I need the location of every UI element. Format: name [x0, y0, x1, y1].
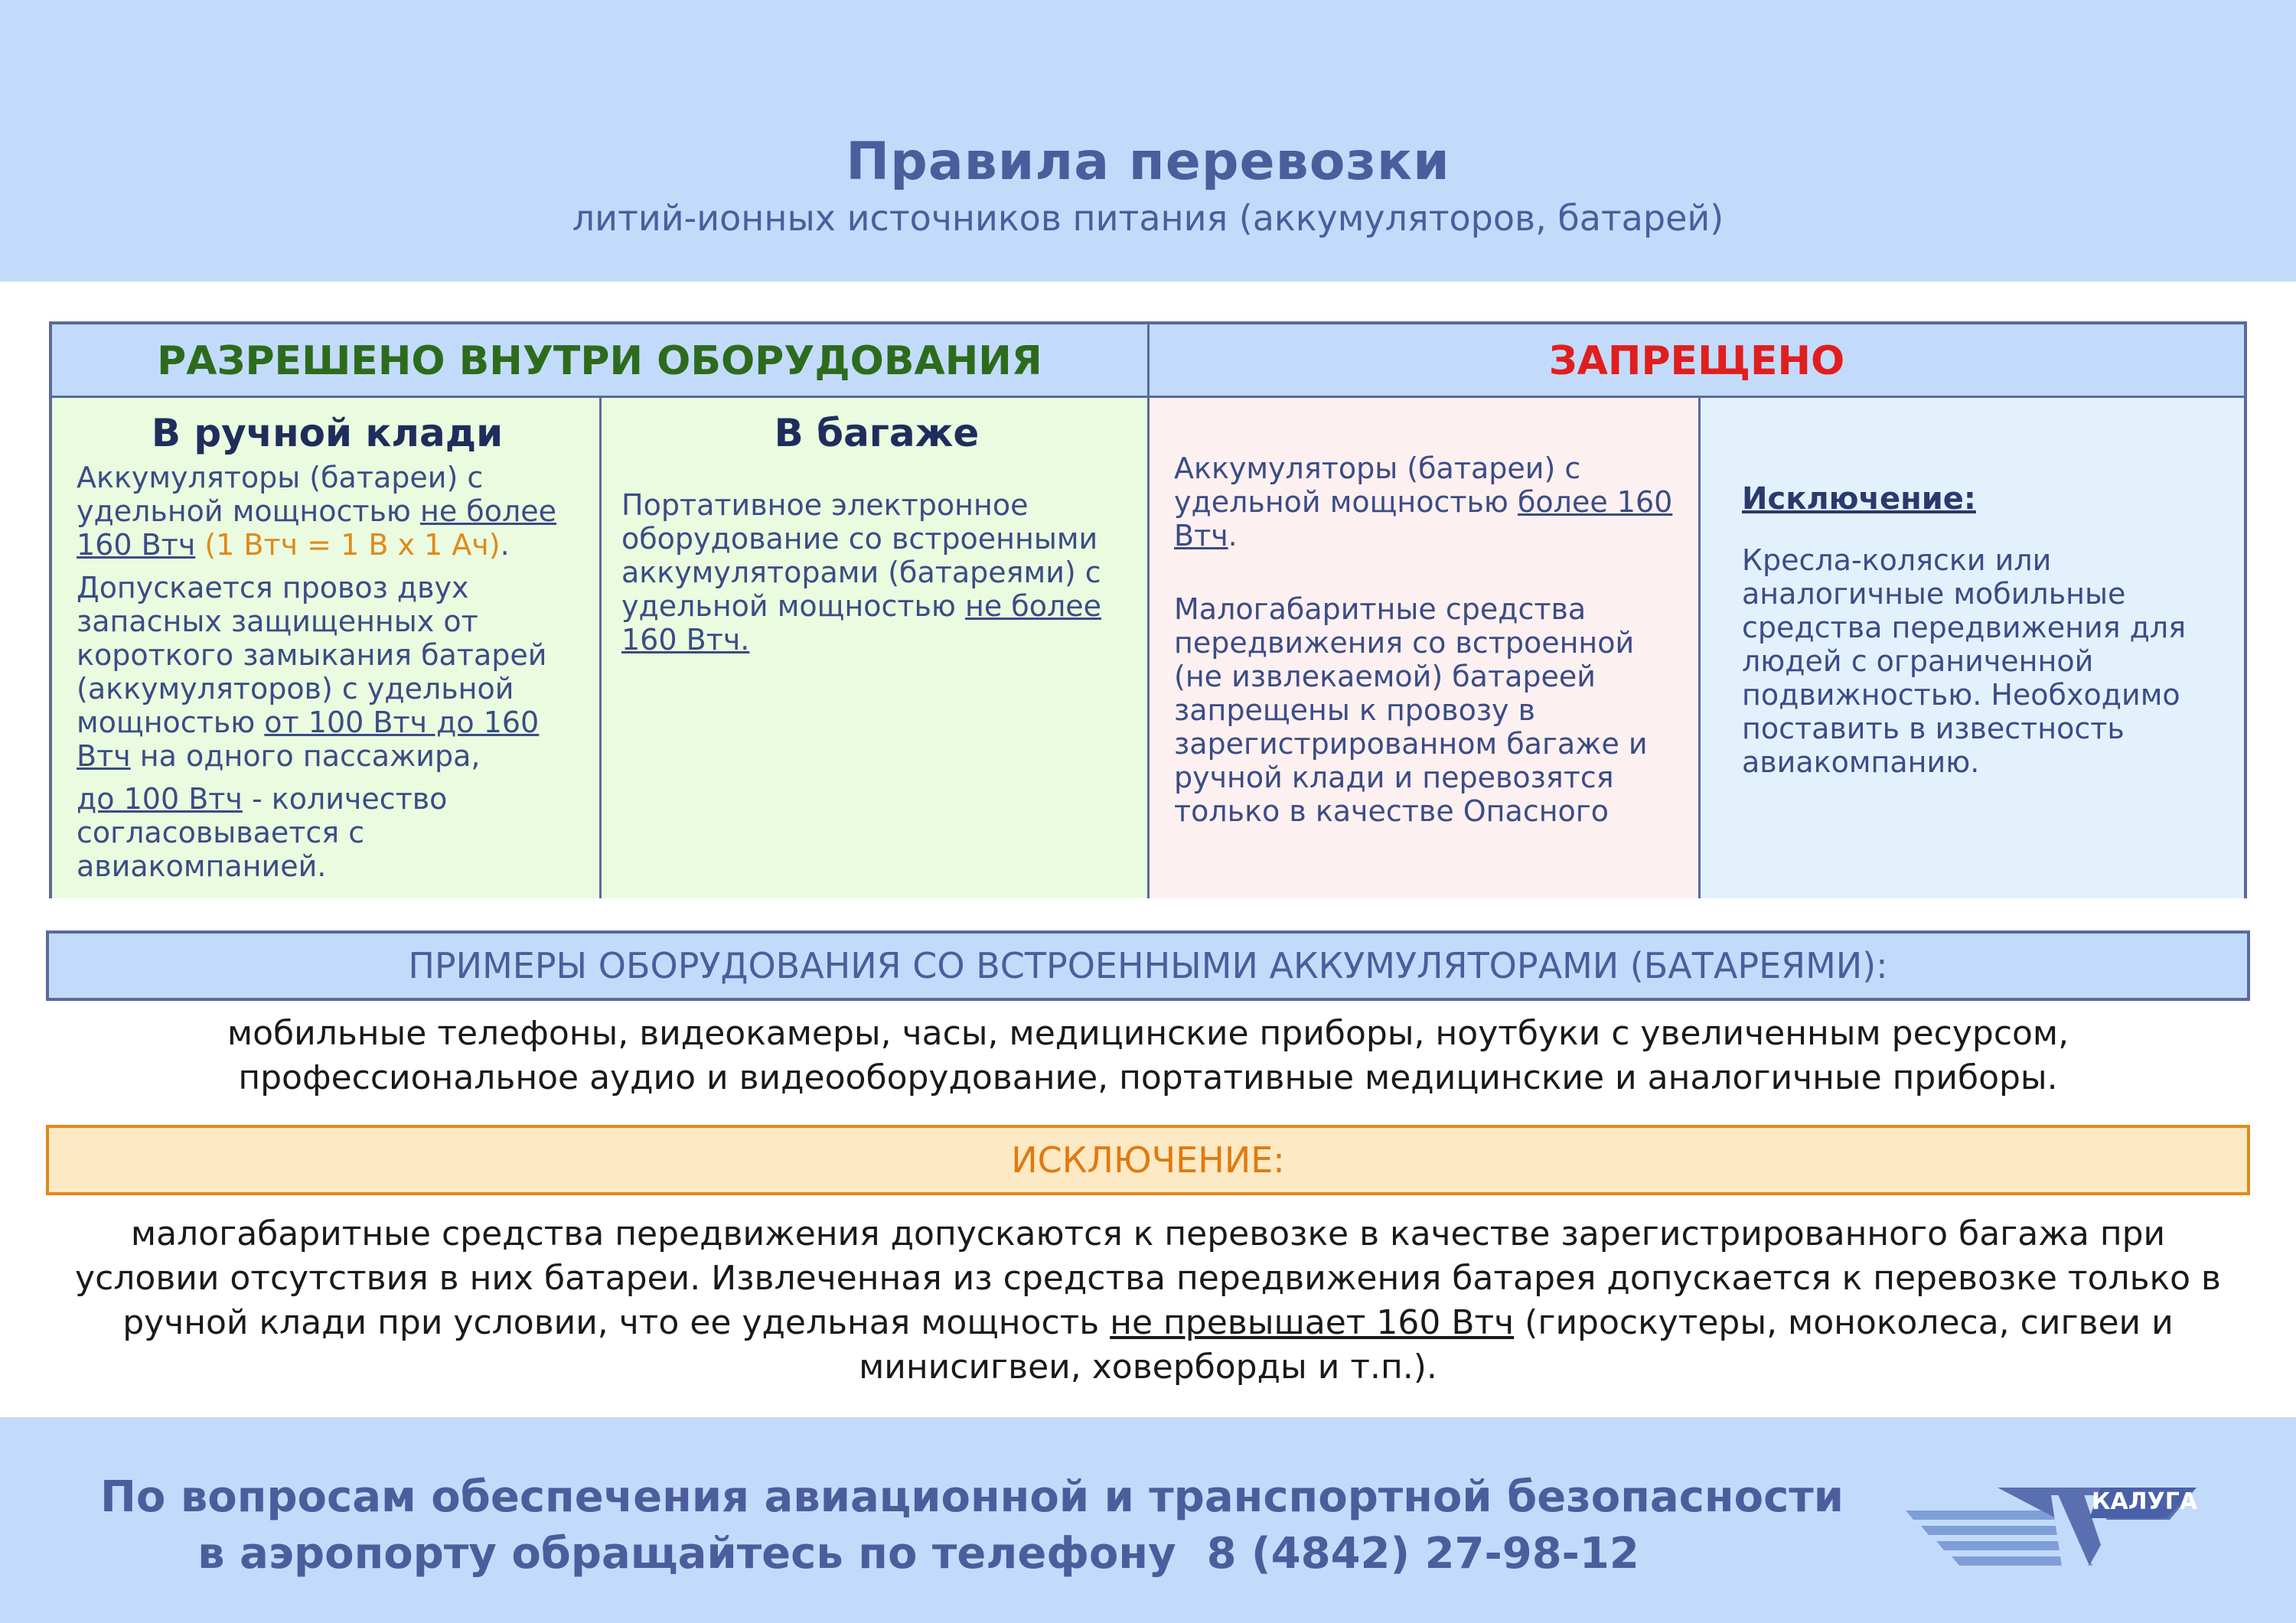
phone-number[interactable]: 8 (4842) 27-98-12	[1206, 1529, 1639, 1579]
hand-luggage-cell	[52, 398, 602, 898]
allowed-header: РАЗРЕШЕНО ВНУТРИ ОБОРУДОВАНИЯ	[52, 324, 1150, 398]
page-subtitle: литий-ионных источников питания (аккумуляторов, батарей)	[572, 197, 1724, 239]
kaluga-airport-logo	[1906, 1472, 2212, 1579]
contact-text: в аэропорту обращайтесь по телефону	[197, 1529, 1176, 1579]
baggage-cell	[602, 398, 1150, 898]
hand-luggage-rule-2	[77, 571, 578, 773]
hand-luggage-title: В ручной клади	[151, 411, 504, 455]
examples-header: ПРИМЕРЫ ОБОРУДОВАНИЯ СО ВСТРОЕННЫМИ АККУМУЛЯТОРАМИ (БАТАРЕЯМИ):	[46, 930, 2250, 1001]
exception-header: ИСКЛЮЧЕНИЕ:	[46, 1125, 2250, 1195]
forbidden-rule-1	[1174, 451, 1677, 552]
text-part: Аккумуляторы (батареи) с удельной мощностью	[77, 461, 484, 528]
rules-table	[49, 321, 2247, 898]
text-part: на одного пассажира,	[130, 739, 481, 773]
text-part: .	[500, 528, 510, 562]
exception-cell	[1701, 398, 2244, 898]
examples-text	[46, 1012, 2250, 1100]
text-part: Аккумуляторы (батареи) с удельной мощностью	[1174, 451, 1581, 519]
text-part: (гироскутеры, моноколеса, сигвеи и минисигвеи, ховерборды и т.п.).	[859, 1303, 2174, 1387]
text-part: малогабаритные средства передвижения допускаются к перевозке в качестве зарегистрированного багажа при условии отсутствия в них батареи. Извлеченная из средства передвижения батарея допускается к перевозке только в ручной клади при условии, что ее удельная мощность	[75, 1214, 2221, 1342]
limit-underlined: не более 160 Втч.	[621, 589, 1102, 657]
limit-underlined: до 100 Втч	[77, 782, 243, 816]
baggage-rule	[621, 488, 1132, 657]
limit-underlined: более 160 Втч	[1174, 485, 1673, 552]
text-part: Допускается провоз двух запасных защищенных от короткого замыкания батарей (аккумуляторов) с удельной мощностью	[77, 571, 547, 739]
hand-luggage-rule-3	[77, 782, 578, 883]
forbidden-cell	[1150, 398, 1701, 898]
examples-line-1: мобильные телефоны, видеокамеры, часы, медицинские приборы, ноутбуки с увеличенным ресурсом,	[227, 1014, 2069, 1053]
limit-underlined: от 100 Втч до 160 Втч	[77, 706, 540, 773]
forbidden-header: ЗАПРЕЩЕНО	[1150, 324, 2244, 398]
hand-luggage-rule-1	[77, 461, 578, 562]
logo-text: КАЛУГА	[2091, 1488, 2198, 1515]
exception-cell-title: Исключение:	[1742, 481, 1976, 517]
exception-cell-text: Кресла-коляски или аналогичные мобильные средства передвижения для людей с ограниченной подвижностью. Необходимо поставить в известность авиакомпанию.	[1742, 543, 2187, 779]
exception-text	[61, 1212, 2235, 1390]
contact-line-1: По вопросам обеспечения авиационной и транспортной безопасности	[100, 1472, 1844, 1522]
unit-formula: (1 Втч = 1 В х 1 Ач)	[195, 528, 501, 562]
examples-line-2: профессиональное аудио и видеооборудование, портативные медицинские и аналогичные приборы.	[238, 1058, 2058, 1097]
text-part: - количество согласовывается с авиакомпанией.	[77, 782, 448, 883]
text-part: .	[1228, 519, 1238, 552]
limit-underlined: не превышает 160 Втч	[1110, 1303, 1515, 1342]
page-title: Правила перевозки	[846, 132, 1450, 192]
limit-underlined: не более 160 Втч	[77, 494, 557, 562]
text-part: Портативное электронное оборудование со встроенными аккумуляторами (батареями) с удельной мощностью	[621, 488, 1101, 623]
baggage-title: В багаже	[774, 411, 980, 455]
forbidden-rule-2: Малогабаритные средства передвижения со встроенной (не извлекаемой) батареей запрещены к провозу в зарегистрированном багаже и ручной клади и перевозятся только в качестве Опасного	[1174, 592, 1648, 828]
contact-line-2	[77, 1529, 1760, 1579]
